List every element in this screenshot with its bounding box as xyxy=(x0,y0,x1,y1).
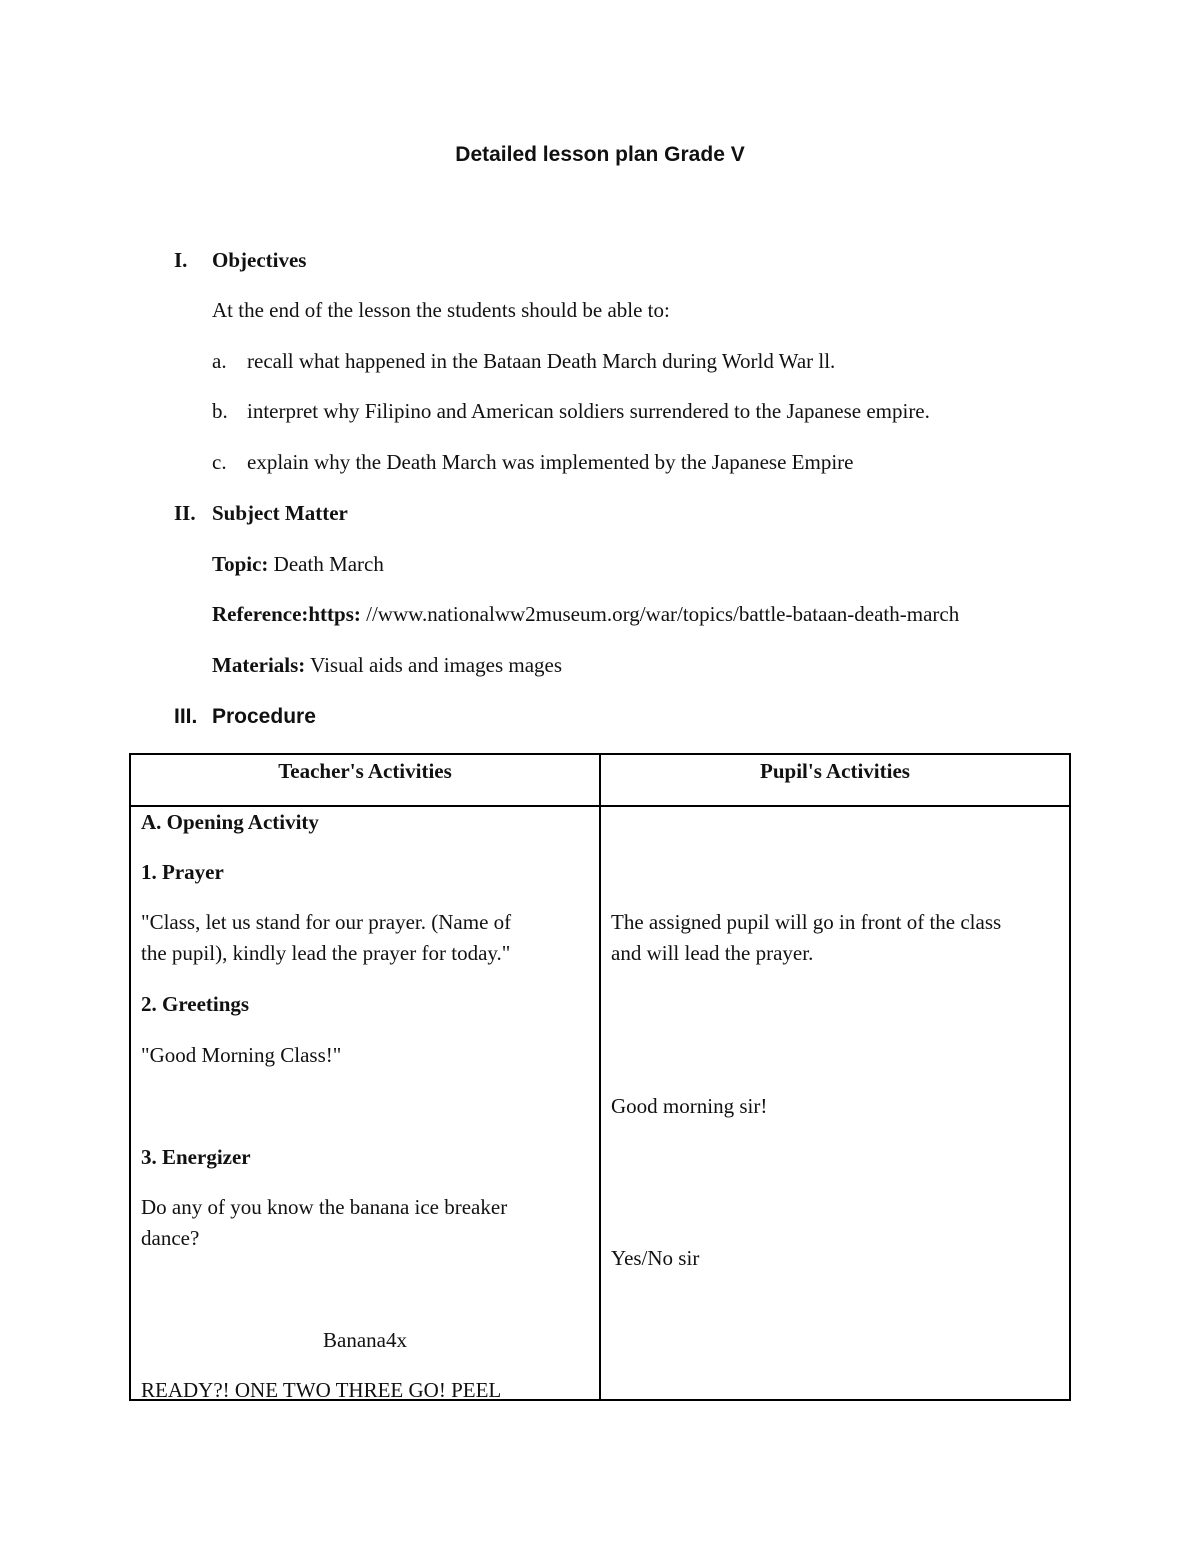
section-heading-subject: Subject Matter xyxy=(212,501,348,525)
reference-line xyxy=(212,602,959,627)
energizer-question-line-2: dance? xyxy=(141,1226,200,1250)
table-header-row xyxy=(130,754,1070,806)
objective-marker-c: c. xyxy=(212,450,227,474)
materials-line xyxy=(212,653,562,678)
objective-marker-a: a. xyxy=(212,349,227,373)
topic-label: Topic: xyxy=(212,552,269,576)
opening-activity-heading: A. Opening Activity xyxy=(141,810,319,834)
document-title: Detailed lesson plan Grade V xyxy=(455,143,745,166)
ready-chant: READY?! ONE TWO THREE GO! PEEL xyxy=(141,1378,502,1402)
section-heading-procedure: Procedure xyxy=(212,705,316,728)
reference-value: //www.nationalww2museum.org/war/topics/battle-bataan-death-march xyxy=(360,602,960,626)
pupil-activities-cell xyxy=(600,806,1070,1400)
section-heading-objectives: Objectives xyxy=(212,248,307,272)
prayer-instruction-line-2: the pupil), kindly lead the prayer for today." xyxy=(141,941,511,965)
section-number-objectives: I. xyxy=(174,248,188,272)
section-number-procedure: III. xyxy=(174,705,198,728)
greetings-heading: 2. Greetings xyxy=(141,992,250,1016)
procedure-table xyxy=(129,753,1071,1401)
header-teacher-activities: Teacher's Activities xyxy=(130,754,600,806)
pupil-energizer-reply: Yes/No sir xyxy=(611,1246,700,1270)
objective-marker-b: b. xyxy=(212,399,228,423)
prayer-heading: 1. Prayer xyxy=(141,860,224,884)
objective-item-a: recall what happened in the Bataan Death March during World War ll. xyxy=(247,349,836,373)
objective-item-c: explain why the Death March was implemented by the Japanese Empire xyxy=(247,450,854,474)
section-number-subject: II. xyxy=(174,501,196,525)
topic-line xyxy=(212,552,384,577)
reference-label: Reference:https: xyxy=(212,602,361,626)
prayer-instruction-line-1: "Class, let us stand for our prayer. (Name of xyxy=(141,910,512,934)
energizer-heading: 3. Energizer xyxy=(141,1145,251,1169)
materials-value: Visual aids and images mages xyxy=(305,653,563,677)
teacher-activities-cell xyxy=(130,806,600,1400)
pupil-greeting-reply: Good morning sir! xyxy=(611,1094,768,1118)
header-pupil-activities: Pupil's Activities xyxy=(600,754,1070,806)
table-row xyxy=(130,806,1070,1400)
objectives-intro: At the end of the lesson the students should be able to: xyxy=(212,298,670,322)
materials-label: Materials: xyxy=(212,653,306,677)
pupil-prayer-line-1: The assigned pupil will go in front of the class xyxy=(611,910,1002,934)
objective-item-b: interpret why Filipino and American soldiers surrendered to the Japanese empire. xyxy=(247,399,930,423)
topic-value: Death March xyxy=(268,552,384,576)
greetings-text: "Good Morning Class!" xyxy=(141,1043,342,1067)
energizer-question-line-1: Do any of you know the banana ice breaker xyxy=(141,1195,508,1219)
pupil-prayer-line-2: and will lead the prayer. xyxy=(611,941,814,965)
banana-chant: Banana4x xyxy=(323,1328,407,1352)
